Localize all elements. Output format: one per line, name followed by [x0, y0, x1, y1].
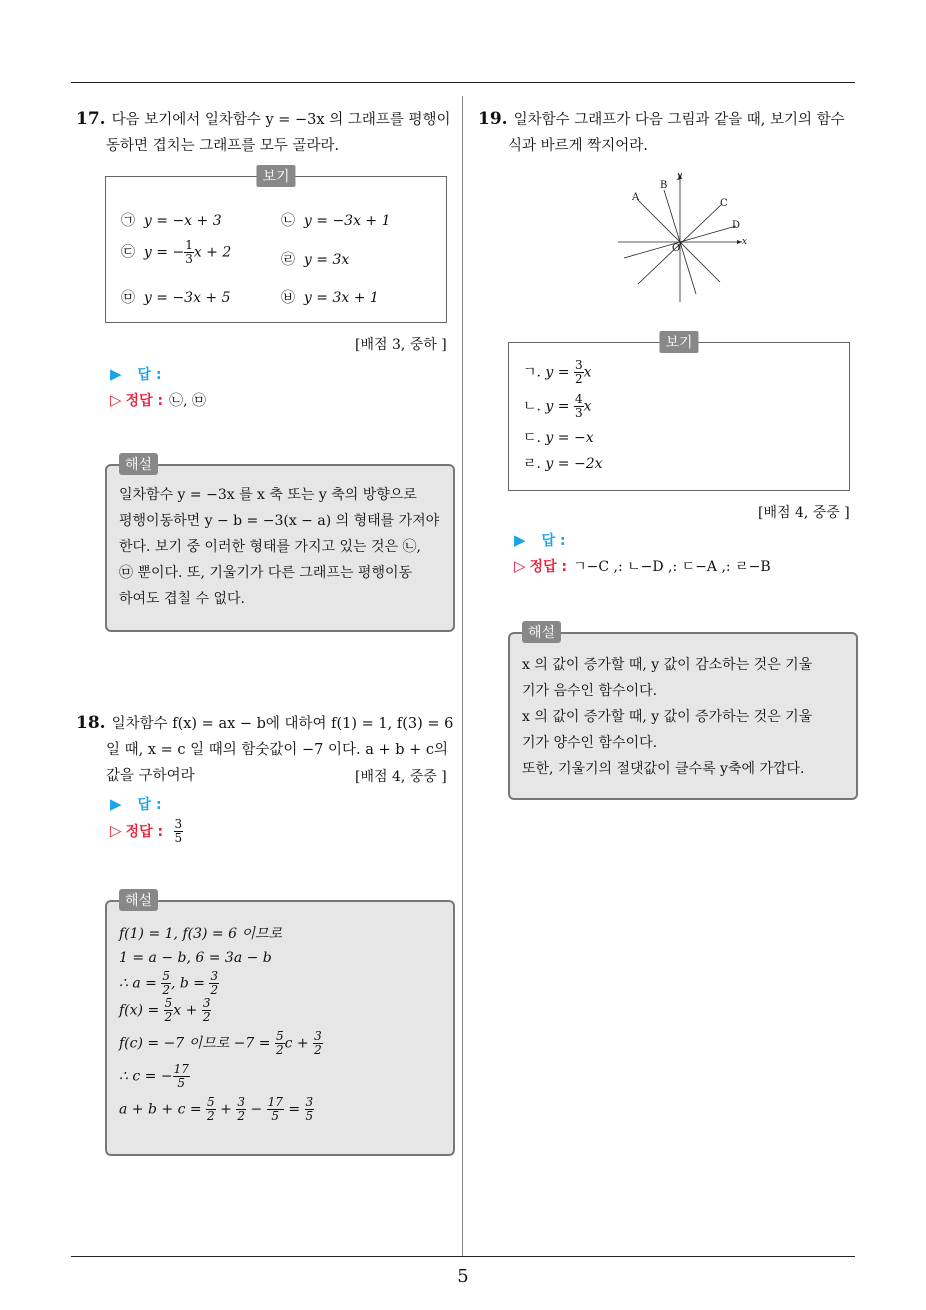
q17-option-5: ㉤ y = −3x + 5	[121, 290, 231, 306]
q18-text-line1: 일차함수 f(x) = ax − b에 대하여 f(1) = 1, f(3) = 6	[111, 716, 454, 732]
q19-correct-value: ㄱ−C ,: ㄴ−D ,: ㄷ−A ,: ㄹ−B	[573, 559, 771, 575]
q18-sol-line-4: f(x) = $\frac{5}{2}$ x + $\frac{3}{2}$	[119, 996, 211, 1024]
q19-correct-row	[514, 556, 771, 576]
q17-answer-label: 답 :	[137, 367, 162, 383]
q17-solution-box	[105, 457, 455, 632]
q18-correct-label: 정답 :	[125, 823, 164, 840]
play-icon: ▶	[514, 531, 526, 549]
q18-text-line3: 값을 구하여라	[106, 768, 195, 784]
q19-answer-row	[514, 530, 566, 550]
q19-solution-title: 해설	[522, 621, 561, 643]
q18-sol-line-6: ∴ c = − $\frac{17}{5}$	[119, 1062, 189, 1090]
q17-sol-line: ㉤ 뿐이다. 또, 기울기가 다른 그래프는 평행이동	[119, 565, 413, 581]
graph-label-d: D	[732, 220, 741, 231]
q18-answer-label: 답 :	[137, 797, 162, 813]
triangle-outline-icon: ▷	[514, 557, 526, 575]
q18-number: 18.	[76, 713, 106, 733]
bottom-rule	[71, 1256, 855, 1257]
q17-answer-row	[110, 364, 162, 384]
q17-text-line2: 동하면 겹치는 그래프를 모두 골라라.	[106, 138, 340, 154]
q19-number: 19.	[478, 109, 508, 129]
q19-option-1: ㄱ. y = $\frac{3}{2}$ x	[523, 358, 592, 386]
q18-sol-line-1: f(1) = 1, f(3) = 6 이므로	[119, 926, 283, 942]
graph-label-y: y	[677, 171, 683, 181]
triangle-outline-icon: ▷	[110, 821, 122, 840]
q17-correct-row	[110, 390, 206, 410]
q17-option-3: ㉢ y = − $\frac{1}{3}$ x + 2	[121, 238, 232, 266]
q19-solution-box	[508, 625, 858, 800]
q19-question	[478, 106, 858, 159]
q18-sol-line-7: a + b + c = $\frac{5}{2}$ + $\frac{3}{2}$ − $\frac{17}{5}$ = $\frac{3}{5}$	[119, 1095, 314, 1123]
graph-label-o: O	[672, 243, 681, 254]
graph-label-b: B	[660, 180, 668, 191]
q17-score: [배점 3, 중하 ]	[355, 337, 447, 353]
column-separator	[462, 96, 463, 1256]
q17-sol-line: 평행이동하면 y − b = −3(x − a) 의 형태를 가져야	[119, 513, 440, 529]
q19-correct-label: 정답 :	[529, 559, 568, 575]
q17-sol-line: 하여도 겹칠 수 없다.	[119, 591, 245, 607]
q19-score: [배점 4, 중중 ]	[758, 505, 850, 521]
q18-score: [배점 4, 중중 ]	[355, 769, 447, 785]
q19-text-line2: 식과 바르게 짝지어라.	[508, 138, 648, 154]
graph-label-c: C	[720, 198, 728, 209]
q19-bogi-box	[508, 335, 850, 491]
play-icon: ▶	[110, 795, 122, 813]
q17-option-6: ㉥ y = 3x + 1	[281, 290, 379, 306]
play-icon: ▶	[110, 365, 122, 383]
q18-correct-fraction: $\frac{3}{5}$	[174, 817, 183, 845]
q17-sol-line: 한다. 보기 중 이러한 형태를 가지고 있는 것은 ㉡,	[119, 539, 421, 555]
q18-sol-line-3: ∴ a = $\frac{5}{2}$ , b = $\frac{3}{2}$	[119, 969, 219, 997]
q17-bogi-title: 보기	[256, 165, 295, 187]
q19-answer-label: 답 :	[541, 533, 566, 549]
q18-sol-line-2: 1 = a − b, 6 = 3a − b	[119, 950, 272, 966]
q17-option-1: ㉠ y = −x + 3	[121, 213, 222, 229]
page-number: 5	[457, 1266, 469, 1287]
q17-bogi-box	[105, 169, 447, 323]
q17-question	[76, 106, 458, 159]
triangle-outline-icon: ▷	[110, 391, 122, 409]
q17-solution-title: 해설	[119, 453, 158, 475]
q19-bogi-title: 보기	[659, 331, 698, 353]
q17-correct-value: ㉡, ㉤	[169, 393, 206, 409]
q19-sol-line: 기가 음수인 함수이다.	[522, 683, 658, 699]
q18-solution-box	[105, 893, 455, 1156]
q17-solution-body	[119, 482, 443, 612]
q17-option-2: ㉡ y = −3x + 1	[281, 213, 391, 229]
q19-option-4: ㄹ. y = −2x	[523, 456, 603, 472]
q18-correct-row	[110, 818, 183, 845]
q17-number: 17.	[76, 109, 106, 129]
q17-text-line1: 다음 보기에서 일차함수 y = −3x 의 그래프를 평행이	[111, 112, 451, 128]
q19-sol-line: x 의 값이 증가할 때, y 값이 감소하는 것은 기울	[522, 657, 813, 673]
q17-correct-label: 정답 :	[125, 393, 164, 409]
q19-solution-body	[522, 652, 846, 782]
q19-sol-line: 또한, 기울기의 절댓값이 클수록 y축에 가깝다.	[522, 761, 805, 777]
q18-text-line2: 일 때, x = c 일 때의 함숫값이 −7 이다. a + b + c의	[106, 742, 448, 758]
q19-graph	[610, 168, 760, 308]
q19-option-3: ㄷ. y = −x	[523, 430, 594, 446]
q17-sol-line: 일차함수 y = −3x 를 x 축 또는 y 축의 방향으로	[119, 487, 417, 503]
q19-sol-line: x 의 값이 증가할 때, y 값이 증가하는 것은 기울	[522, 709, 813, 725]
q19-option-2: ㄴ. y = $\frac{4}{3}$ x	[523, 392, 592, 420]
q19-text-line1: 일차함수 그래프가 다음 그림과 같을 때, 보기의 함수	[513, 112, 845, 128]
q19-sol-line: 기가 양수인 함수이다.	[522, 735, 658, 751]
graph-label-a: A	[632, 192, 640, 203]
q17-option-4: ㉣ y = 3x	[281, 252, 350, 268]
q18-sol-line-5: f(c) = −7 이므로 −7 = $\frac{5}{2}$ c + $\frac{3}{2}$	[119, 1029, 322, 1057]
q18-solution-title: 해설	[119, 889, 158, 911]
top-rule	[71, 82, 855, 83]
q18-answer-row	[110, 794, 162, 814]
graph-label-x: x	[742, 237, 748, 247]
q18-solution-body	[119, 922, 443, 1123]
